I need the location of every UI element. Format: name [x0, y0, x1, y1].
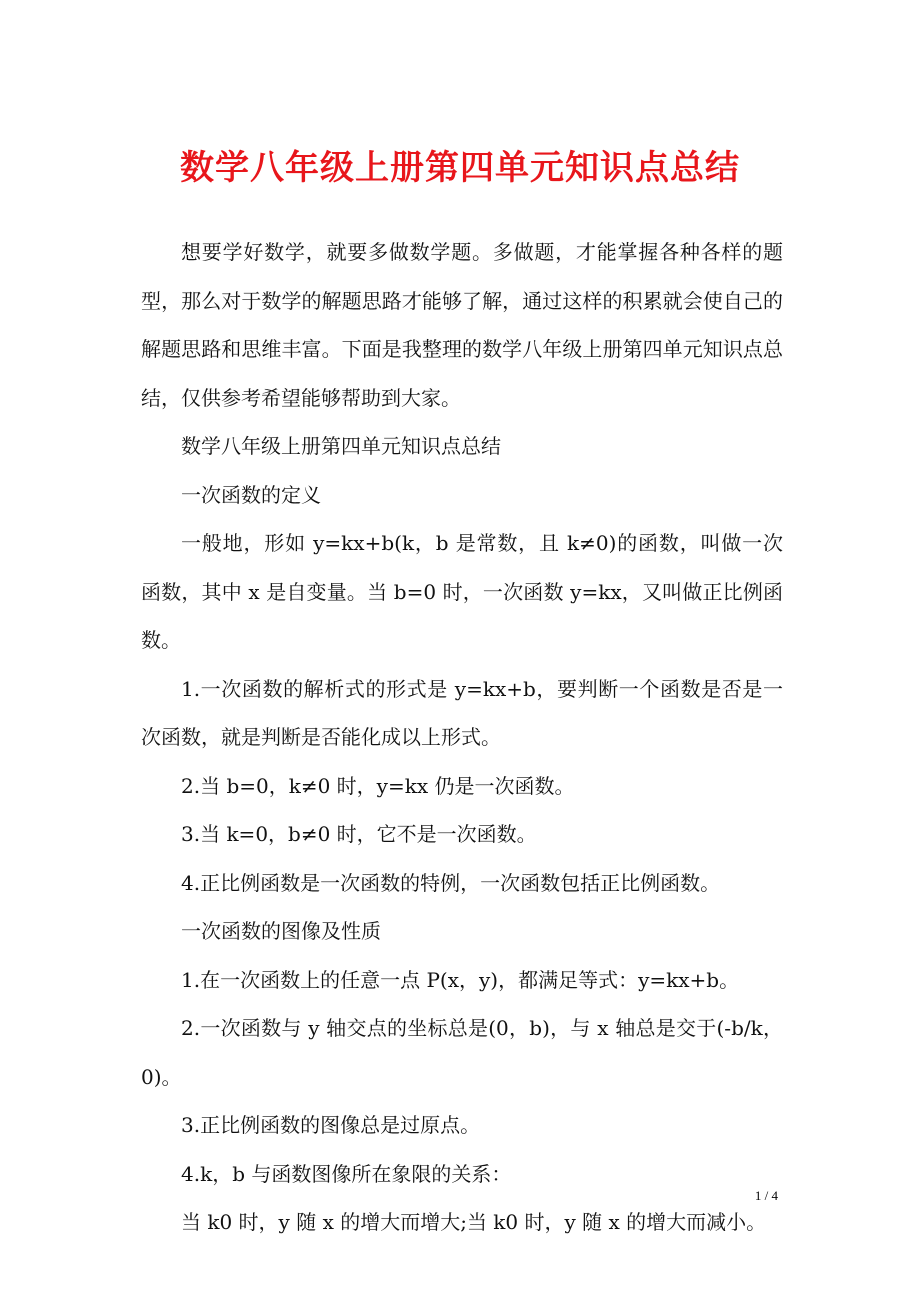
list-item: 4.正比例函数是一次函数的特例，一次函数包括正比例函数。	[181, 870, 721, 895]
section-heading-graph: 一次函数的图像及性质	[181, 919, 381, 943]
section-heading-definition: 一次函数的定义	[181, 482, 321, 507]
list-item: 1.一次函数的解析式的形式是 y=kx+b，要判断一个函数是否是一次函数，就是判断是否能化成以上形式。	[141, 676, 783, 749]
paragraph-subtitle: 数学八年级上册第四单元知识点总结	[181, 434, 501, 458]
page-number: 1 / 4	[754, 1188, 778, 1203]
document-body	[141, 228, 783, 1247]
list-item: 2.一次函数与 y 轴交点的坐标总是(0，b)，与 x 轴总是交于(-b/k，0)。	[141, 1016, 783, 1089]
paragraph-definition: 一般地，形如 y=kx+b(k，b 是常数，且 k≠0)的函数，叫做一次函数，其中 x 是自变量。当 b=0 时，一次函数 y=kx，又叫做正比例函数。	[141, 531, 783, 652]
list-item: 3.当 k=0，b≠0 时，它不是一次函数。	[181, 822, 537, 846]
paragraph-monotonicity: 当 k0 时，y 随 x 的增大而增大;当 k0 时，y 随 x 的增大而减小。	[181, 1210, 767, 1234]
paragraph-intro: 想要学好数学，就要多做数学题。多做题，才能掌握各种各样的题型，那么对于数学的解题思路才能够了解，通过这样的积累就会使自己的解题思路和思维丰富。下面是我整理的数学八年级上册第四单元知识点总结，仅供参考希望能够帮助到大家。	[141, 240, 783, 410]
list-item: 2.当 b=0，k≠0 时，y=kx 仍是一次函数。	[181, 773, 575, 798]
list-item: 4.k，b 与函数图像所在象限的关系：	[181, 1161, 512, 1186]
list-item: 1.在一次函数上的任意一点 P(x，y)，都满足等式：y=kx+b。	[181, 967, 740, 992]
list-item: 3.正比例函数的图像总是过原点。	[181, 1113, 481, 1137]
document-title: 数学八年级上册第四单元知识点总结	[180, 148, 740, 188]
